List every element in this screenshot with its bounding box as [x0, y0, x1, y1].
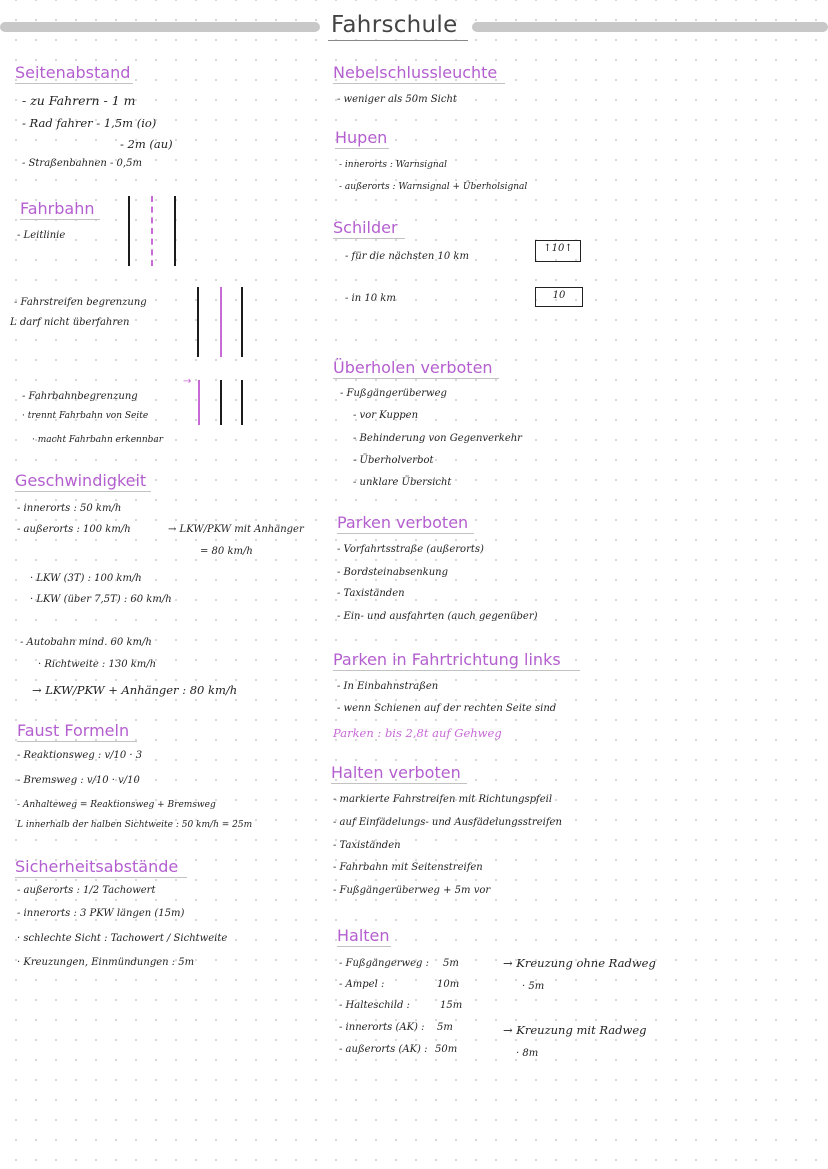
text-line: · LKW (3T) : 100 km/h: [30, 573, 142, 584]
text-line: - auf Einfädelungs- und Ausfädelungsstreifen: [333, 817, 562, 828]
text-line: - Fahrstreifen begrenzung: [14, 297, 147, 308]
fahrstreifen-mid-line: [220, 287, 222, 357]
heading-faust-formeln: Faust Formeln: [17, 722, 137, 742]
text-line: - Überholverbot: [353, 455, 434, 466]
halten-row-value: 5m: [443, 958, 459, 969]
text-line: - außerorts : 1/2 Tachowert: [17, 885, 156, 896]
text-line: - vor Kuppen: [353, 410, 419, 421]
leitlinie-dashed-line: [151, 196, 153, 266]
header-bar-right: [472, 22, 828, 32]
text-line: - Fußgängerüberweg + 5m vor: [333, 885, 491, 896]
text-line: L innerhalb der halben Sichtweite : 50 km/h = 25m: [17, 820, 253, 830]
halten-row-label: - außerorts (AK) :: [339, 1044, 428, 1055]
sign-next-10km: ↑10↑: [535, 240, 581, 262]
text-line: → LKW/PKW mit Anhänger: [168, 524, 304, 535]
text-line: - für die nächsten 10 km: [345, 251, 469, 262]
fahrbahnbegrenzung-left-line: [220, 380, 222, 425]
text-line: - Ein- und ausfahrten (auch gegenüber): [337, 611, 538, 622]
heading-schilder: Schilder: [333, 219, 405, 239]
text-line: - Taxiständen: [337, 588, 405, 599]
text-line: - in 10 km: [345, 293, 396, 304]
text-line: - Bordsteinabsenkung: [337, 567, 449, 578]
heading-hupen: Hupen: [335, 128, 388, 147]
text-line: · LKW (über 7,5T) : 60 km/h: [30, 594, 172, 605]
heading-fahrbahn: Fahrbahn: [20, 200, 100, 220]
heading-sicherheitsabstaende: Sicherheitsabstände: [15, 858, 187, 878]
leitlinie-right-line: [174, 196, 176, 266]
text-line: - innerorts : Warnsignal: [339, 160, 447, 170]
halten-row-label: - Ampel :: [339, 979, 385, 990]
halten-row-value: 15m: [440, 1000, 463, 1011]
halten-row-label: - Fußgängerweg :: [339, 958, 429, 969]
text-line: - Reaktionsweg : v/10 · 3: [17, 750, 143, 761]
text-line: - innerorts : 50 km/h: [17, 503, 122, 514]
heading-ueberholen-verboten: Überholen verboten: [333, 359, 499, 379]
text-line: · Richtweite : 130 km/h: [38, 659, 157, 670]
halten-note-value: · 5m: [522, 981, 545, 992]
halten-note: → Kreuzung ohne Radweg: [503, 956, 656, 970]
text-line: - innerorts : 3 PKW längen (15m): [17, 908, 185, 919]
text-line: - außerorts : 100 km/h: [17, 524, 131, 535]
heading-seitenabstand: Seitenabstand: [15, 64, 133, 84]
fahrstreifen-left-line: [197, 287, 199, 357]
leitlinie-left-line: [128, 196, 130, 266]
text-line: - weniger als 50m Sicht: [337, 94, 457, 105]
heading-parken-verboten: Parken verboten: [337, 514, 474, 534]
text-line: L darf nicht überfahren: [10, 317, 130, 328]
text-line: - Rad fahrer - 1,5m (io): [22, 116, 157, 130]
text-line: - 2m (au): [120, 137, 173, 151]
halten-row-value: 5m: [437, 1022, 453, 1033]
text-line: - markierte Fahrstreifen mit Richtungspfeil: [333, 794, 553, 805]
halten-row-value: 50m: [435, 1044, 458, 1055]
text-line: = 80 km/h: [200, 546, 253, 557]
text-line: - Vorfahrtsstraße (außerorts): [337, 544, 484, 555]
heading-nebelschlussleuchte: Nebelschlussleuchte: [333, 64, 505, 84]
title-underline: [328, 40, 468, 41]
text-line: - Fahrbahn mit Seitenstreifen: [333, 862, 483, 873]
text-line: - außerorts : Warnsignal + Überholsignal: [339, 182, 528, 192]
text-line: · trennt Fahrbahn von Seite: [22, 411, 149, 421]
text-line: · Kreuzungen, Einmündungen : 5m: [17, 957, 195, 968]
text-line: - Taxiständen: [333, 840, 401, 851]
halten-row-label: - Halteschild :: [339, 1000, 410, 1011]
text-line: - Fahrbahnbegrenzung: [22, 391, 138, 402]
sign-in-10km: 10: [535, 287, 583, 307]
text-line: - Bremsweg : v/10 · v/10: [17, 775, 140, 786]
halten-row-label: - innerorts (AK) :: [339, 1022, 425, 1033]
heading-halten: Halten: [337, 926, 390, 945]
text-line: - Autobahn mind. 60 km/h: [20, 637, 152, 648]
halten-note: → Kreuzung mit Radweg: [503, 1023, 647, 1037]
text-line: - unklare Übersicht: [353, 477, 452, 488]
text-line: · macht Fahrbahn erkennbar: [32, 435, 164, 445]
text-line: - zu Fahrern - 1 m: [22, 93, 136, 108]
text-line: - Fußgängerüberweg: [340, 388, 447, 399]
text-line: - Anhalteweg = Reaktionsweg + Bremsweg: [17, 800, 216, 810]
text-line: → LKW/PKW + Anhänger : 80 km/h: [32, 683, 238, 697]
text-line: - In Einbahnstraßen: [337, 681, 439, 692]
heading-halten-verboten: Halten verboten: [331, 764, 467, 784]
halten-note-value: · 8m: [516, 1048, 539, 1059]
page-title: Fahrschule: [331, 12, 458, 38]
text-line: · schlechte Sicht : Tachowert / Sichtweite: [17, 933, 228, 944]
header-bar-left: [0, 22, 320, 32]
heading-parken-links: Parken in Fahrtrichtung links: [333, 651, 580, 671]
text-line: - Straßenbahnen - 0,5m: [22, 158, 142, 169]
heading-geschwindigkeit: Geschwindigkeit: [15, 472, 151, 492]
parken-note: Parken : bis 2,8t auf Gehweg: [333, 726, 502, 740]
text-line: - wenn Schienen auf der rechten Seite sind: [337, 703, 557, 714]
fahrbahnbegrenzung-line: [198, 380, 200, 425]
arrow-icon: →: [183, 376, 192, 387]
text-line: - Leitlinie: [17, 230, 66, 241]
text-line: - Behinderung von Gegenverkehr: [353, 433, 522, 444]
fahrstreifen-right-line: [241, 287, 243, 357]
halten-row-value: 10m: [437, 979, 460, 990]
fahrbahnbegrenzung-right-line: [241, 380, 243, 425]
